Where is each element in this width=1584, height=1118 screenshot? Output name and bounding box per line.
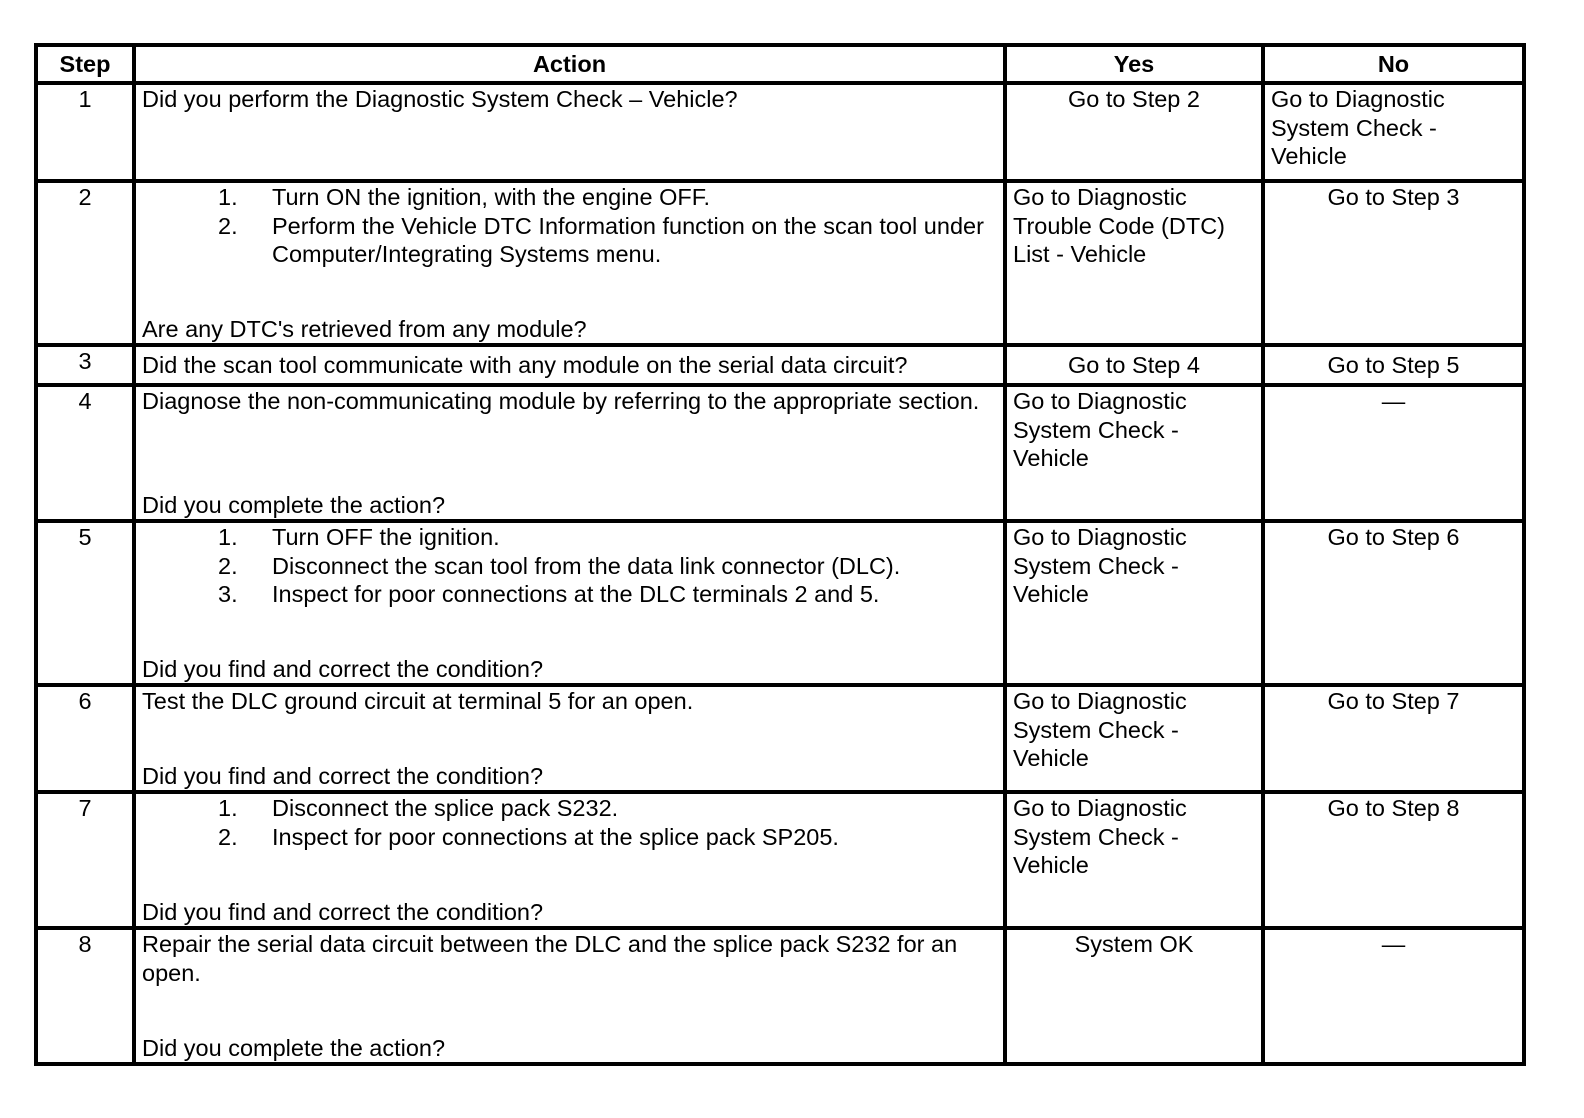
action-text: Did you perform the Diagnostic System Check – Vehicle? <box>142 86 738 112</box>
list-item: 3. Inspect for poor connections at the DLC terminals 2 and 5. <box>218 581 880 607</box>
step-number: 2 <box>36 181 134 345</box>
action-cell <box>134 181 1005 345</box>
action-text: Diagnose the non-communicating module by referring to the appropriate section. <box>142 388 980 414</box>
step-number: 8 <box>36 928 134 1064</box>
diagnostic-table <box>34 43 1526 1066</box>
action-text: Repair the serial data circuit between the DLC and the splice pack S232 for an open. <box>142 931 958 986</box>
table-row <box>36 83 1524 181</box>
table-row <box>36 181 1524 345</box>
header-yes: Yes <box>1005 45 1263 83</box>
action-cell <box>134 792 1005 928</box>
table-row <box>36 685 1524 792</box>
step-number: 3 <box>36 345 134 385</box>
yes-cell: Go to Diagnostic System Check - Vehicle <box>1005 685 1263 792</box>
header-row <box>36 45 1524 83</box>
action-text: Did the scan tool communicate with any module on the serial data circuit? <box>134 345 1005 385</box>
action-question: Are any DTC's retrieved from any module? <box>142 315 587 342</box>
no-cell: — <box>1263 928 1524 1064</box>
yes-cell: System OK <box>1005 928 1263 1064</box>
no-cell: Go to Step 3 <box>1263 181 1524 345</box>
list-item: 1. Turn ON the ignition, with the engine OFF. <box>218 184 711 210</box>
list-item: 2. Inspect for poor connections at the splice pack SP205. <box>218 823 839 850</box>
action-question: Did you complete the action? <box>142 1034 446 1061</box>
step-number: 5 <box>36 521 134 685</box>
step-number: 6 <box>36 685 134 792</box>
action-cell <box>134 521 1005 685</box>
action-cell <box>134 685 1005 792</box>
yes-cell: Go to Diagnostic Trouble Code (DTC) List - Vehicle <box>1005 181 1263 345</box>
no-cell: Go to Step 6 <box>1263 521 1524 685</box>
list-item: 1. Disconnect the splice pack S232. <box>218 795 619 821</box>
action-steps-list <box>142 183 997 269</box>
yes-cell: Go to Diagnostic System Check - Vehicle <box>1005 792 1263 928</box>
action-steps-list <box>142 794 997 851</box>
list-item: 2. Disconnect the scan tool from the data link connector (DLC). <box>218 552 901 579</box>
table-row <box>36 521 1524 685</box>
no-cell: Go to Step 7 <box>1263 685 1524 792</box>
action-question: Did you find and correct the condition? <box>142 762 544 789</box>
yes-cell: Go to Diagnostic System Check - Vehicle <box>1005 521 1263 685</box>
header-action: Action <box>134 45 1005 83</box>
action-cell <box>134 928 1005 1064</box>
action-cell <box>134 83 1005 181</box>
no-cell: Go to Diagnostic System Check - Vehicle <box>1263 83 1524 181</box>
table-row <box>36 792 1524 928</box>
table-row <box>36 928 1524 1064</box>
yes-cell: Go to Step 4 <box>1005 345 1263 385</box>
no-cell: Go to Step 5 <box>1263 345 1524 385</box>
yes-cell: Go to Diagnostic System Check - Vehicle <box>1005 385 1263 521</box>
table-row <box>36 385 1524 521</box>
action-cell <box>134 385 1005 521</box>
step-number: 7 <box>36 792 134 928</box>
list-item: 2. Perform the Vehicle DTC Information function on the scan tool under Computer/Integrating Systems menu. <box>218 212 984 267</box>
table-row <box>36 345 1524 385</box>
header-step: Step <box>36 45 134 83</box>
no-cell: — <box>1263 385 1524 521</box>
action-question: Did you find and correct the condition? <box>142 898 544 925</box>
yes-cell: Go to Step 2 <box>1005 83 1263 181</box>
action-question: Did you find and correct the condition? <box>142 655 544 682</box>
action-question: Did you complete the action? <box>142 491 446 518</box>
header-no: No <box>1263 45 1524 83</box>
action-steps-list <box>142 523 997 609</box>
action-text: Test the DLC ground circuit at terminal 5 for an open. <box>142 688 694 714</box>
list-item: 1. Turn OFF the ignition. <box>218 524 500 550</box>
no-cell: Go to Step 8 <box>1263 792 1524 928</box>
step-number: 1 <box>36 83 134 181</box>
step-number: 4 <box>36 385 134 521</box>
